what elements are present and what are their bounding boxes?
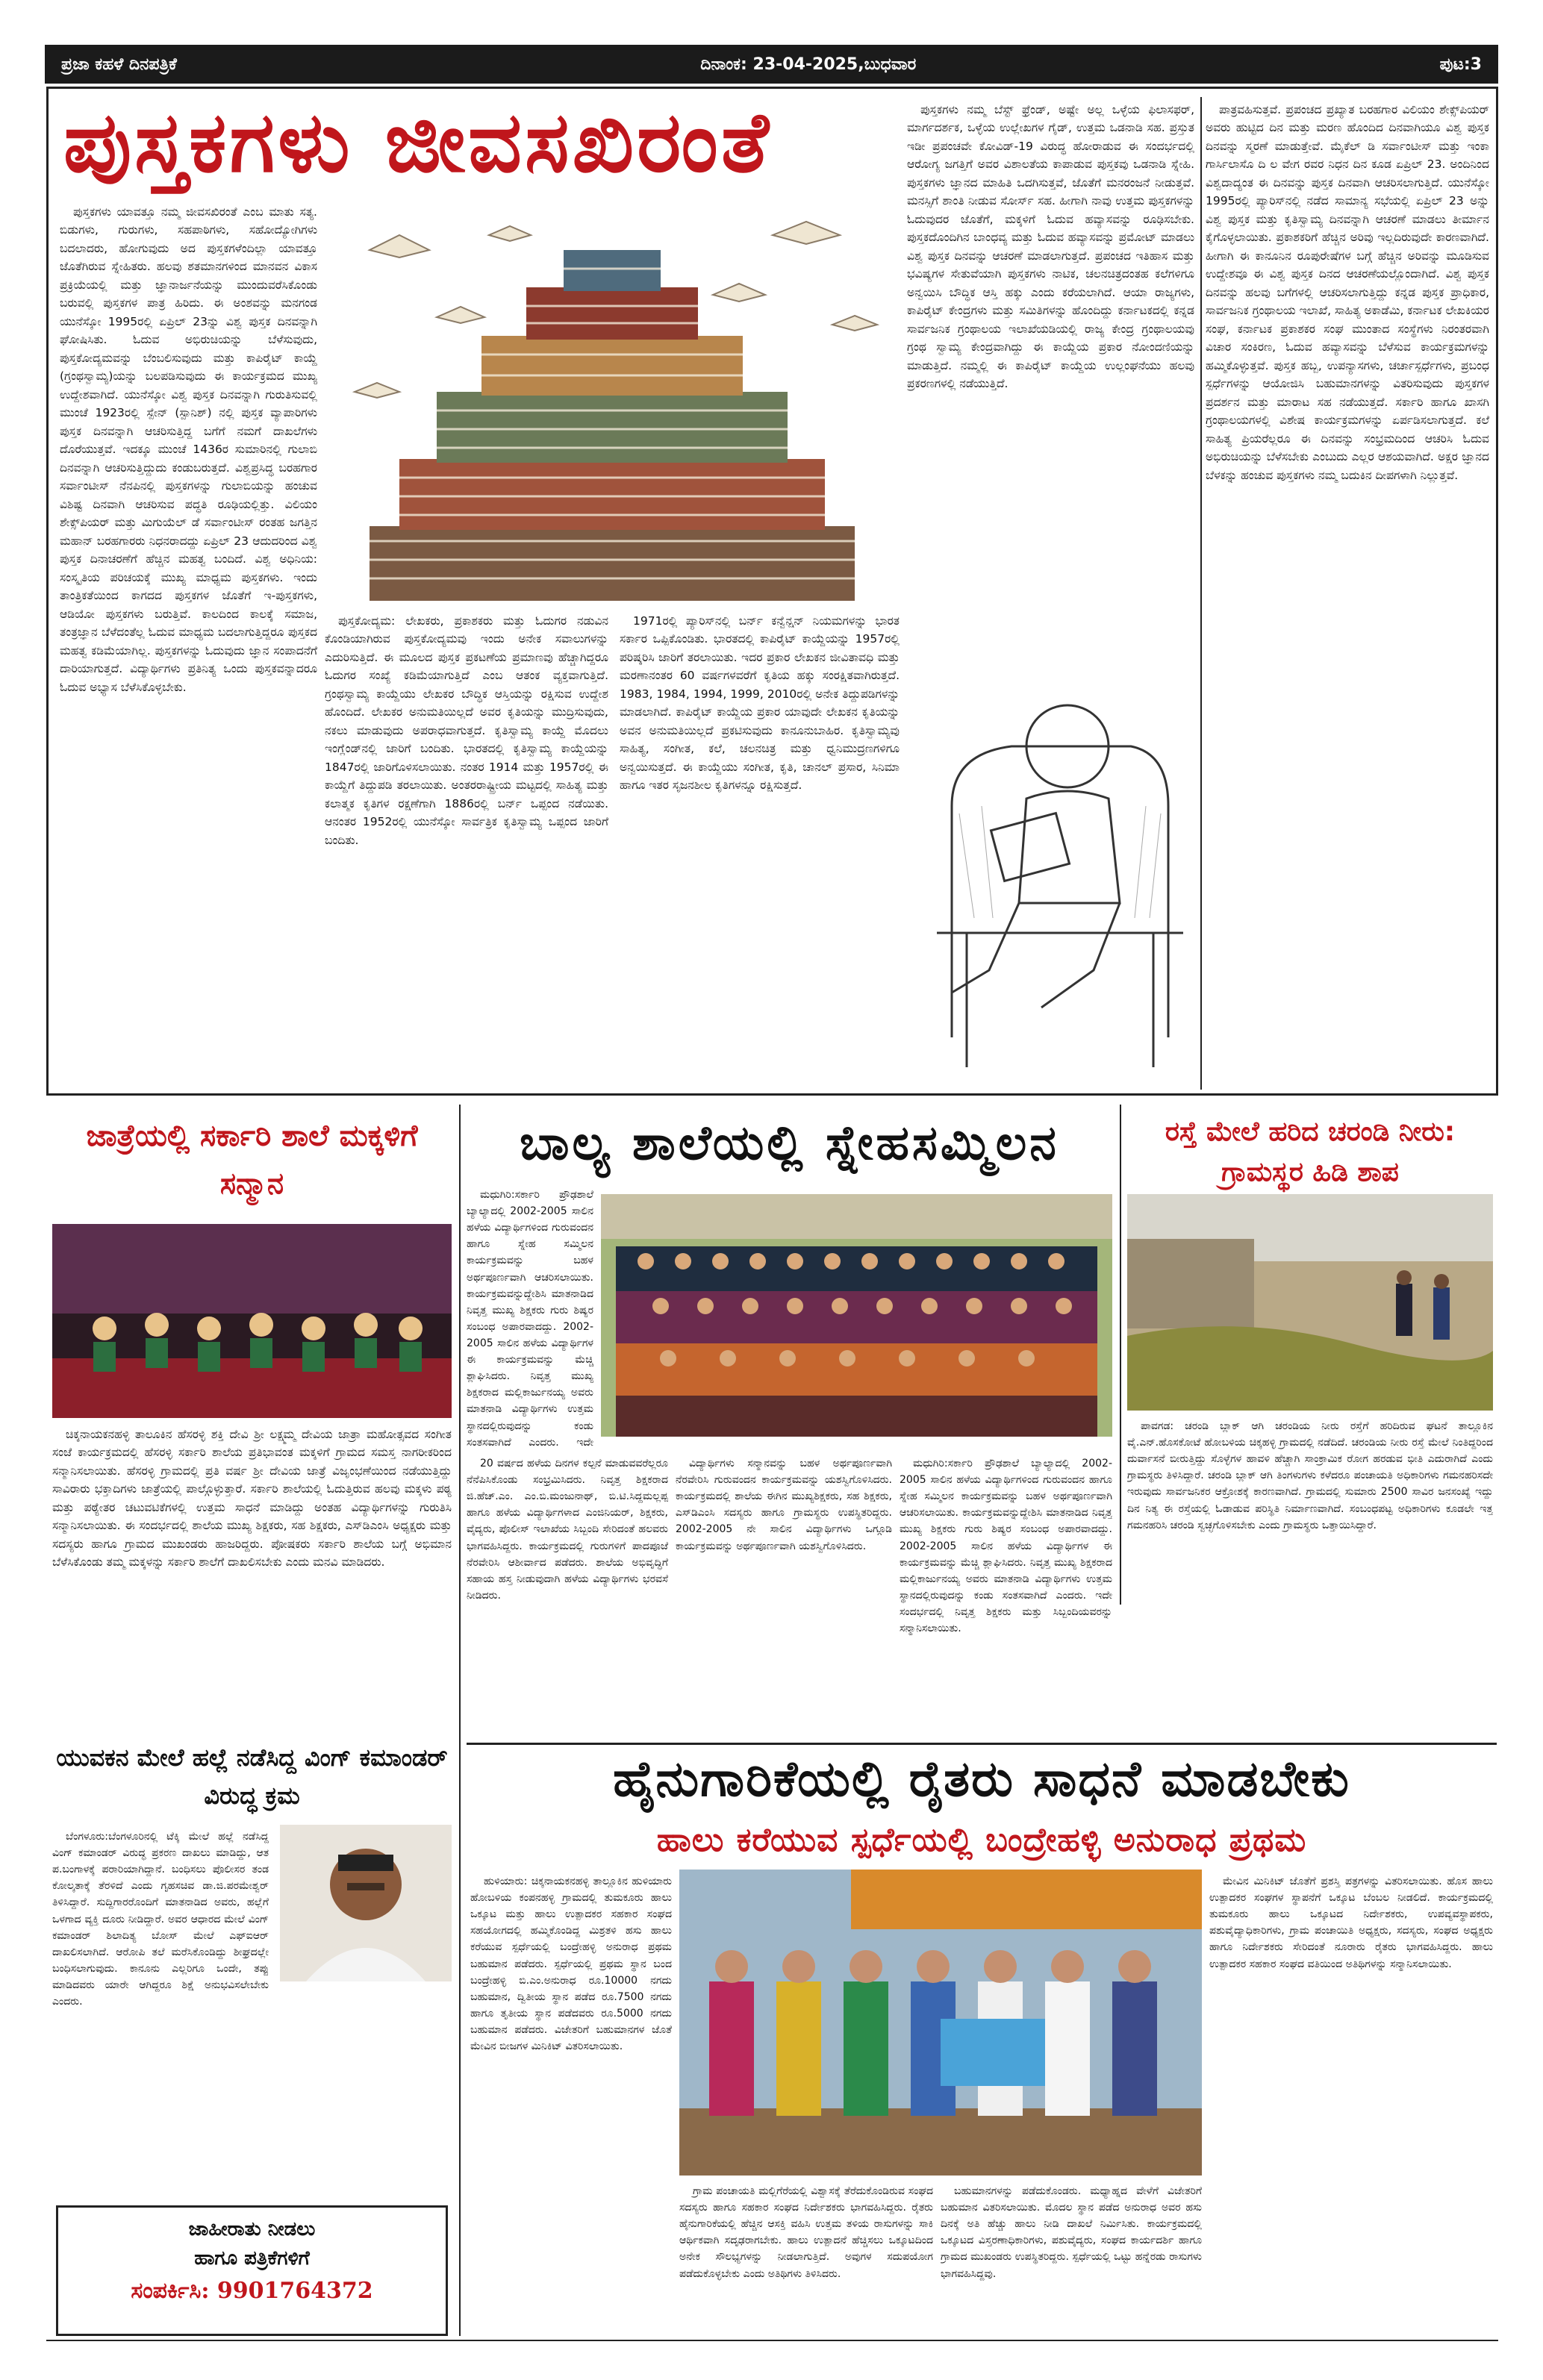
person-icon (280, 1825, 452, 1981)
story-e-column-4-text: ಮೇವಿನ ಮಿನಿಕಿಟ್ ಜೊತೆಗೆ ಪ್ರಶಸ್ತಿ ಪತ್ರಗಳನ್ನು ವಿತರಿಸಲಾಯಿತು. ಹೊಸ ಹಾಲು ಉತ್ಪಾದಕರ ಸಂಘಗಳ ಸ್ಥಾಪನೆಗೆ ಒಕ್ಕೂಟ ಬೆಂಬಲ ನೀಡಲಿದೆ. ಕಾರ್ಯಕ್ರಮದಲ್ಲಿ ತುಮಕೂರು ಹಾಲು ಒಕ್ಕೂಟದ ನಿರ್ದೇಶಕರು, ಉಪವ್ಯವಸ್ಥಾಪಕರು, ಪಶುವೈದ್ಯಾಧಿಕಾರಿಗಳು, ಗ್ರಾಮ ಪಂಚಾಯಿತಿ ಅಧ್ಯಕ್ಷರು, ಸದಸ್ಯರು, ಸಂಘದ ಅಧ್ಯಕ್ಷರು ಹಾಗೂ ನಿರ್ದೇಶಕರು ಸೇರಿದಂತೆ ನೂರಾರು ರೈತರು ಭಾಗವಹಿಸಿದ್ದರು. ಹಾಲು ಉತ್ಪಾದಕರ ಸಹಕಾರ ಸಂಘದ ವತಿಯಿಂದ ಅತಿಥಿಗಳನ್ನು ಸನ್ಮಾನಿಸಲಾಯಿತು. (1209, 1875, 1493, 1970)
story-e-headline: ಹೈನುಗಾರಿಕೆಯಲ್ಲಿ ರೈತರು ಸಾಧನೆ ಮಾಡಬೇಕು (613, 1750, 1350, 1808)
story-e-column-1-text: ಹುಳಿಯಾರು: ಚಿಕ್ಕನಾಯಕನಹಳ್ಳಿ ತಾಲ್ಲೂಕಿನ ಹುಳಿಯಾರು ಹೋಬಳಿಯ ಕಂಪನಹಳ್ಳಿ ಗ್ರಾಮದಲ್ಲಿ ತುಮಕೂರು ಹಾಲು ಒಕ್ಕೂಟ ಮತ್ತು ಹಾಲು ಉತ್ಪಾದಕರ ಸಹಕಾರ ಸಂಘದ ಸಹಯೋಗದಲ್ಲಿ ಹಮ್ಮಿಕೊಂಡಿದ್ದ ಮಿಶ್ರತಳಿ ಹಸು ಹಾಲು ಕರೆಯುವ ಸ್ಪರ್ಧೆಯಲ್ಲಿ ಬಂದ್ರೇಹಳ್ಳಿ ಅನುರಾಧ ಪ್ರಥಮ ಬಹುಮಾನ ಪಡೆದರು. ಸ್ಪರ್ಧೆಯಲ್ಲಿ ಪ್ರಥಮ ಸ್ಥಾನ ಬಂದ ಬಂದ್ರೇಹಳ್ಳಿ ಬಿ.ಎಂ.ಅನುರಾಧ ರೂ.10000 ನಗದು ಬಹುಮಾನ, ದ್ವಿತೀಯ ಸ್ಥಾನ ಪಡೆದ ರೂ.7500 ನಗದು ಹಾಗೂ ತೃತೀಯ ಸ್ಥಾನ ಪಡೆದವರು ರೂ.5000 ನಗದು ಬಹುಮಾನ ಪಡೆದರು. ವಿಜೇತರಿಗೆ ಬಹುಮಾನಗಳ ಜೊತೆ ಮೇವಿನ ಬೀಜಗಳ ಮಿನಿಕಿಟ್ ವಿತರಿಸಲಾಯಿತು. (470, 1875, 672, 2053)
story-d-body (52, 1828, 269, 2202)
feature-column-3 (620, 612, 900, 1087)
minister-portrait (280, 1825, 452, 1981)
feature-column-3-text: 1971ರಲ್ಲಿ ಪ್ಯಾರಿಸ್‌ನಲ್ಲಿ ಬರ್ನ್ ಕನ್ವೆನ್ಷನ್ ನಿಯಮಗಳನ್ನು ಭಾರತ ಸರ್ಕಾರ ಒಪ್ಪಿಕೊಂಡಿತು. ಭಾರತದಲ್ಲಿ ಕಾಪಿರೈಟ್ ಕಾಯ್ದೆಯನ್ನು 1957ರಲ್ಲಿ ಪರಿಷ್ಕರಿಸಿ ಜಾರಿಗೆ ತರಲಾಯಿತು. ಇದರ ಪ್ರಕಾರ ಲೇಖಕನ ಜೀವಿತಾವಧಿ ಮತ್ತು ಮರಣಾನಂತರ 60 ವರ್ಷಗಳವರೆಗೆ ಕೃತಿಯ ಹಕ್ಕು ಸಂರಕ್ಷಿತವಾಗಿರುತ್ತದೆ. 1983, 1984, 1994, 1999, 2010ರಲ್ಲಿ ಅನೇಕ ತಿದ್ದುಪಡಿಗಳನ್ನು ಮಾಡಲಾಗಿದೆ. ಕಾಪಿರೈಟ್ ಕಾಯ್ದೆಯ ಪ್ರಕಾರ ಯಾವುದೇ ಲೇಖಕನ ಕೃತಿಯನ್ನು ಅವನ ಅನುಮತಿಯಿಲ್ಲದೆ ಪ್ರಕಟಿಸುವುದು ಕಾನೂನುಬಾಹಿರ. ಕೃತಿಸ್ವಾಮ್ಯವು ಸಾಹಿತ್ಯ, ಸಂಗೀತ, ಕಲೆ, ಚಲನಚಿತ್ರ ಮತ್ತು ಧ್ವನಿಮುದ್ರಣಗಳಿಗೂ ಅನ್ವಯಿಸುತ್ತದೆ. ಈ ಕಾಯ್ದೆಯು ಸಂಗೀತ, ಕೃತಿ, ಚಾನಲ್ ಪ್ರಸಾರ, ಸಿನಿಮಾ ಹಾಗೂ ಇತರ ಸೃಜನಶೀಲ ಕೃತಿಗಳನ್ನೂ ರಕ್ಷಿಸುತ್ತದೆ. (620, 614, 900, 793)
dairy-photo (679, 1870, 1202, 2176)
feature-column-4-text: ಪುಸ್ತಕಗಳು ನಮ್ಮ ಬೆಸ್ಟ್ ಫ್ರೆಂಡ್, ಅಷ್ಟೇ ಅಲ್ಲ ಒಳ್ಳೆಯ ಫಿಲಾಸಫರ್, ಮಾರ್ಗದರ್ಶಕ, ಒಳ್ಳೆಯ ಉಲ್ಲೇಖಗಳ ಗೈಡ್, ಉತ್ತಮ ಒಡನಾಡಿ ಸಹ. ಪ್ರಸ್ತುತ ಇಡೀ ಪ್ರಪಂಚವೇ ಕೋವಿಡ್-19 ವಿರುದ್ಧ ಹೋರಾಡುವ ಈ ಸಂದರ್ಭದಲ್ಲಿ ಆರೋಗ್ಯ ಜಗತ್ತಿಗೆ ಅವರ ವಿಶಾಲತೆಯ ಕಾಪಾಡುವ ಪುಸ್ತಕವು ಒಡನಾಡಿ ಸ್ನೇಹಿ. ಪುಸ್ತಕಗಳು ಜ್ಞಾನದ ಮಾಹಿತಿ ಒದಗಿಸುತ್ತವೆ, ಜೊತೆಗೆ ಮನರಂಜನೆ ನೀಡುತ್ತವೆ. ಮನಸ್ಸಿಗೆ ಶಾಂತಿ ನೀಡುವ ಸೋರ್ಸ್ ಸಹ. ಹೀಗಾಗಿ ನಾವು ಉತ್ತಮ ಪುಸ್ತಕಗಳನ್ನು ಓದುವುದರ ಜೊತೆಗೆ, ಮಕ್ಕಳಿಗೆ ಓದುವ ಹವ್ಯಾಸವನ್ನು ರೂಢಿಸಬೇಕು. ಪುಸ್ತಕದೊಂದಿಗಿನ ಬಾಂಧವ್ಯ ಮತ್ತು ಓದುವ ಹವ್ಯಾಸವನ್ನು ಪ್ರಮೋಟ್ ಮಾಡಲು ವಿಶ್ವ ಪುಸ್ತಕ ದಿನವನ್ನು ಆಚರಣೆ ಮಾಡಲಾಗುತ್ತದೆ. ಪ್ರಪಂಚದ ಇತಿಹಾಸ ಮತ್ತು ಭವಿಷ್ಯಗಳ ಸೇತುವೆಯಾಗಿ ಪುಸ್ತಕಗಳು ನಾಟಿಕ, ಚಲನಚಿತ್ರದಂತಹ ಕಲೆಗಳಿಗೂ ಅನ್ವಯಿಸಿ ಬೌದ್ಧಿಕ ಆಸ್ತಿ ಹಕ್ಕು ಎಂದು ಕರೆಯಲಾಗಿದೆ. ಆಯಾ ರಾಜ್ಯಗಳು, ಕಾಪಿರೈಟ್ ಕೇಂದ್ರಗಳು ಮತ್ತು ಸಮಿತಿಗಳನ್ನು ಹೊಂದಿದ್ದು ಕರ್ನಾಟಕದಲ್ಲಿ ಕನ್ನಡ ಸಾರ್ವಜನಿಕ ಗ್ರಂಥಾಲಯ ಇಲಾಖೆಯಡಿಯಲ್ಲಿ ರಾಜ್ಯ ಕೇಂದ್ರ ಗ್ರಂಥಾಲಯವು ಗ್ರಂಥ ಸ್ವಾಮ್ಯ ಕೇಂದ್ರವಾಗಿದ್ದು ಈ ಕಾಯ್ದೆಯ ಪ್ರಕಾರ ನೋಂದಣಿಯನ್ನು ಮಾಡುತ್ತಿದೆ. ನಮ್ಮಲ್ಲಿ ಈ ಕಾಪಿರೈಟ್ ಕಾಯ್ದೆಯ ಉಲ್ಲಂಘನೆಯು ಹಲವು ಪ್ರಕರಣಗಳಲ್ಲಿ ನಡೆಯುತ್ತಿದೆ. (907, 103, 1194, 391)
reading-boy-icon (907, 619, 1194, 1090)
feature-column-5-text: ಪಾತ್ರವಹಿಸುತ್ತವೆ. ಪ್ರಪಂಚದ ಪ್ರಖ್ಯಾತ ಬರಹಗಾರ ವಿಲಿಯಂ ಶೇಕ್ಸ್‌ಪಿಯರ್ ಅವರು ಹುಟ್ಟಿದ ದಿನ ಮತ್ತು ಮರಣ ಹೊಂದಿದ ದಿನವಾಗಿಯೂ ವಿಶ್ವ ಪುಸ್ತಕ ದಿನವನ್ನು ಸ್ಮರಣೆ ಮಾಡುತ್ತೇವೆ. ಮೈಕೆಲ್ ಡಿ ಸರ್ವಾಂಟೀಸ್ ಮತ್ತು ಇಂಕಾ ಗಾರ್ಸಿಲಾಸೊ ದಿ ಲ ವೇಗ ರವರ ನಿಧನ ದಿನ ಕೂಡ ಏಪ್ರಿಲ್ 23. ಅಂದಿನಿಂದ ವಿಶ್ವದಾದ್ಯಂತ ಈ ದಿನವನ್ನು ಪುಸ್ತಕ ದಿನವಾಗಿ ಆಚರಿಸಲಾಗುತ್ತಿದೆ. ಯುನೆಸ್ಕೋ 1995ರಲ್ಲಿ ಪ್ಯಾರಿಸ್‌ನಲ್ಲಿ ನಡೆದ ಸಾಮಾನ್ಯ ಸಭೆಯಲ್ಲಿ ಏಪ್ರಿಲ್ 23 ಅನ್ನು ವಿಶ್ವ ಪುಸ್ತಕ ಮತ್ತು ಕೃತಿಸ್ವಾಮ್ಯ ದಿನವನ್ನಾಗಿ ಆಚರಣೆ ಮಾಡಲು ತೀರ್ಮಾನ ಕೈಗೊಳ್ಳಲಾಯಿತು. ಪ್ರಕಾಶಕರಿಗೆ ಹೆಚ್ಚಿನ ಅರಿವು ಇಲ್ಲದಿರುವುದೇ ಕಾರಣವಾಗಿದೆ. ಹೀಗಾಗಿ ಈ ಕಾನೂನಿನ ರೂಪುರೇಷೆಗಳ ಬಗ್ಗೆ ಹೆಚ್ಚಿನ ಅರಿವನ್ನು ಮೂಡಿಸುವ ಉದ್ದೇಶವೂ ಈ ವಿಶ್ವ ಪುಸ್ತಕ ದಿನದ ಆಚರಣೆಯಲ್ಲೊಂದಾಗಿದೆ. ವಿಶ್ವ ಪುಸ್ತಕ ದಿನವನ್ನು ಹಲವು ಬಗೆಗಳಲ್ಲಿ ಆಚರಿಸಲಾಗುತ್ತಿದ್ದು ಕನ್ನಡ ಪುಸ್ತಕ ಪ್ರಾಧಿಕಾರ, ಸಾರ್ವಜನಿಕ ಗ್ರಂಥಾಲಯ ಇಲಾಖೆ, ಸಾಹಿತ್ಯ ಅಕಾಡೆಮಿ, ಕರ್ನಾಟಕ ಲೇಖಕಿಯರ ಸಂಘ, ಕರ್ನಾಟಕ ಪ್ರಕಾಶಕರ ಸಂಘ ಮುಂತಾದ ಸಂಸ್ಥೆಗಳು ನಿರಂತರವಾಗಿ ವಿಚಾರ ಸಂಕಿರಣ, ಓದುವ ಹವ್ಯಾಸವನ್ನು ಬೆಳೆಸುವ ಕಾರ್ಯಕ್ರಮಗಳನ್ನು ಹಮ್ಮಿಕೊಳ್ಳುತ್ತವೆ. ಪುಸ್ತಕ ಹಬ್ಬ, ಉಪನ್ಯಾಸಗಳು, ಚರ್ಚಾಸ್ಪರ್ಧೆಗಳು, ಪ್ರಬಂಧ ಸ್ಪರ್ಧೆಗಳನ್ನು ಆಯೋಜಿಸಿ ಬಹುಮಾನಗಳನ್ನು ವಿತರಿಸುವುದು ಪುಸ್ತಕಗಳ ಪ್ರದರ್ಶನ ಮತ್ತು ಮಾರಾಟ ಸಹ ನಡೆಯುತ್ತದೆ. ಸರ್ಕಾರಿ ಹಾಗೂ ಖಾಸಗಿ ಗ್ರಂಥಾಲಯಗಳಲ್ಲಿ ವಿಶೇಷ ಕಾರ್ಯಕ್ರಮಗಳನ್ನು ಏರ್ಪಡಿಸಲಾಗುತ್ತದೆ. ಕಲೆ ಸಾಹಿತ್ಯ ಪ್ರಿಯರೆಲ್ಲರೂ ಈ ದಿನವನ್ನು ಸಂಭ್ರಮದಿಂದ ಆಚರಿಸಿ ಓದುವ ಅಭಿರುಚಿಯನ್ನು ಬೆಳೆಸಬೇಕು ಎಂಬುದು ಎಲ್ಲರ ಆಶಯವಾಗಿದೆ. ಅಕ್ಷರ ಜ್ಞಾನದ ಬೆಳಕನ್ನು ಹಂಚುವ ಪುಸ್ತಕಗಳು ನಮ್ಮ ಬದುಕಿನ ದೀಪಗಳಾಗಿ ನಿಲ್ಲುತ್ತವೆ. (1206, 103, 1489, 482)
students-photo (52, 1224, 452, 1418)
masthead-paper-name: ಪ್ರಜಾ ಕಹಳೆ ದಿನಪತ್ರಿಕೆ (61, 54, 177, 74)
feature-column-4 (907, 101, 1194, 616)
feature-column-5 (1206, 101, 1489, 1087)
story-a-headline: ಜಾತ್ರೆಯಲ್ಲಿ ಸರ್ಕಾರಿ ಶಾಲೆ ಮಕ್ಕಳಿಗೆ ಸನ್ಮಾನ (86, 1119, 418, 1201)
dairy-event-icon (679, 1870, 1202, 2176)
section-divider-left (459, 1105, 461, 2336)
feature-headline: ಪುಸ್ತಕಗಳು ಜೀವಸಖಿರಂತೆ (63, 93, 772, 191)
feature-column-1 (60, 203, 317, 1087)
reunion-photo (601, 1194, 1112, 1437)
feature-divider-1 (1200, 97, 1202, 1090)
story-b-column-4 (900, 1455, 1112, 1735)
story-c-body (1127, 1418, 1493, 1601)
story-a-text: ಚಿಕ್ಕನಾಯಕನಹಳ್ಳಿ ತಾಲೂಕಿನ ಹೆಸರಳ್ಳಿ ಶಕ್ತಿ ದೇವಿ ಶ್ರೀ ಲಕ್ಷ್ಮಮ್ಮ ದೇವಿಯ ಜಾತ್ರಾ ಮಹೋತ್ಸವದ ಸಂಗೀತ ಸಂಜೆ ಕಾರ್ಯಕ್ರಮದಲ್ಲಿ ಹೆಸರಳ್ಳಿ ಸರ್ಕಾರಿ ಶಾಲೆಯ ಪ್ರತಿಭಾವಂತ ಮಕ್ಕಳಿಗೆ ಗ್ರಾಮದ ಸಮಸ್ತ ನಾಗರೀಕರಿಂದ ಸನ್ಮಾನಿಸಲಾಯಿತು. ಹೆಸರಳ್ಳಿ ಗ್ರಾಮದಲ್ಲಿ ಪ್ರತಿ ವರ್ಷ ಶ್ರೀ ದೇವಿಯ ಜಾತ್ರೆ ವಿಜೃಂಭಣೆಯಿಂದ ನಡೆಯುತ್ತಿದ್ದು ಸಾವಿರಾರು ಭಕ್ತಾದಿಗಳು ಜಾತ್ರೆಯಲ್ಲಿ ಪಾಲ್ಗೊಳ್ಳುತ್ತಾರೆ. ಸರ್ಕಾರಿ ಶಾಲೆಯಲ್ಲಿ ಓದುತ್ತಿರುವ ಹಲವು ಮಕ್ಕಳು ಪಠ್ಯ ಮತ್ತು ಪಠ್ಯೇತರ ಚಟುವಟಿಕೆಗಳಲ್ಲಿ ಉತ್ತಮ ಸಾಧನೆ ಮಾಡಿದ್ದು ಅಂತಹ ವಿದ್ಯಾರ್ಥಿಗಳನ್ನು ಗುರುತಿಸಿ ಸನ್ಮಾನಿಸಲಾಯಿತು. ಈ ಸಂದರ್ಭದಲ್ಲಿ ಶಾಲೆಯ ಮುಖ್ಯ ಶಿಕ್ಷಕರು, ಸಹ ಶಿಕ್ಷಕರು, ಎಸ್‌ಡಿಎಂಸಿ ಅಧ್ಯಕ್ಷರು ಮತ್ತು ಸದಸ್ಯರು ಹಾಗೂ ಗ್ರಾಮದ ಮುಖಂಡರು ಹಾಜರಿದ್ದರು. ಪೋಷಕರು ಸರ್ಕಾರಿ ಶಾಲೆಯ ಬಗ್ಗೆ ಅಭಿಮಾನ ಬೆಳೆಸಿಕೊಂಡು ತಮ್ಮ ಮಕ್ಕಳನ್ನು ಸರ್ಕಾರಿ ಶಾಲೆಗೆ ದಾಖಲಿಸಬೇಕು ಎಂದು ಮನವಿ ಮಾಡಿದರು. (52, 1428, 452, 1570)
feature-column-1-text: ಪುಸ್ತಕಗಳು ಯಾವತ್ತೂ ನಮ್ಮ ಜೀವಸಖಿರಂತೆ ಎಂಬ ಮಾತು ಸತ್ಯ. ಬಿಡುಗಳು, ಗುರುಗಳು, ಸಹಪಾಠಿಗಳು, ಸಹೋದ್ಯೋಗಿಗಳು ಬದಲಾದರು, ಹೋಗುವುದು ಅದ ಪುಸ್ತಕಗಳೆಂದಿಲ್ಲಾ ಯಾವತ್ತೂ ಜೊತೆಗಿರುವ ಸ್ನೇಹಿತರು. ಹಲವು ಶತಮಾನಗಳಿಂದ ಮಾನವನ ವಿಕಾಸ ಪ್ರಕ್ರಿಯೆಯಲ್ಲಿ ಮತ್ತು ಜ್ಞಾನಾರ್ಜನೆಯನ್ನು ಮುಂದುವರೆಸಿಕೊಂಡು ಬರುವಲ್ಲಿ ಪುಸ್ತಕಗಳ ಪಾತ್ರ ಹಿರಿದು. ಈ ಅಂಶವನ್ನು ಮನಗಂಡ ಯುನೆಸ್ಕೋ 1995ರಲ್ಲಿ ಏಪ್ರಿಲ್ 23ನ್ನು ವಿಶ್ವ ಪುಸ್ತಕ ದಿನವನ್ನಾಗಿ ಘೋಷಿಸಿತು. ಓದುವ ಅಭಿರುಚಿಯನ್ನು ಬೆಳೆಸುವುದು, ಪುಸ್ತಕೋದ್ಯಮವನ್ನು ಬೆಂಬಲಿಸುವುದು ಮತ್ತು ಕಾಪಿರೈಟ್ ಕಾಯ್ದೆ (ಗ್ರಂಥಸ್ವಾಮ್ಯ)ಯನ್ನು ಬಲಪಡಿಸುವುದು ಈ ಕಾರ್ಯಕ್ರಮದ ಮುಖ್ಯ ಉದ್ದೇಶವಾಗಿದೆ. ಯುನೆಸ್ಕೋ ವಿಶ್ವ ಪುಸ್ತಕ ದಿನವನ್ನಾಗಿ ಗುರುತಿಸುವಲ್ಲಿ ಮುಂಚೆ 1923ರಲ್ಲಿ ಸ್ಪೇನ್ (ಸ್ಪಾನಿಶ್) ನಲ್ಲಿ ಪುಸ್ತಕ ವ್ಯಾಪಾರಿಗಳು ಪುಸ್ತಕ ದಿನವನ್ನಾಗಿ ಆಚರಿಸುತ್ತಿದ್ದ ಬಗೆಗೆ ನಮಗೆ ದಾಖಲೆಗಳು ದೊರೆಯುತ್ತವೆ. ಇದಕ್ಕೂ ಮುಂಚೆ 1436ರ ಸುಮಾರಿನಲ್ಲಿ ಗುಲಾಬಿ ದಿನವನ್ನಾಗಿ ಆಚರಿಸುತ್ತಿದ್ದುದು ಕಂಡುಬರುತ್ತದೆ. ವಿಶ್ವಪ್ರಸಿದ್ಧ ಬರಹಗಾರ ಸರ್ವಾಂಟೀಸ್ ನೆನಪಿನಲ್ಲಿ ಪುಸ್ತಕಗಳನ್ನು ಗುಲಾಬಿಯನ್ನು ಹಂಚುವ ವಿಶಿಷ್ಟ ದಿನವಾಗಿ ಆಚರಿಸುವ ಪದ್ಧತಿ ರೂಢಿಯಲ್ಲಿತ್ತು. ವಿಲಿಯಂ ಶೇಕ್ಸ್‌ಪಿಯರ್ ಮತ್ತು ಮಿಗುಯೆಲ್ ಡೆ ಸರ್ವಾಂಟೀಸ್ ರಂತಹ ಜಗತ್ತಿನ ಮಹಾನ್ ಬರಹಗಾರರು ನಿಧನರಾದದ್ದು ಏಪ್ರಿಲ್ 23 ಆದುದರಿಂದ ವಿಶ್ವ ಪುಸ್ತಕ ದಿನಾಚರಣೆಗೆ ಹೆಚ್ಚಿನ ಮಹತ್ವ ಬಂದಿದೆ. ವಿಶ್ವ ಅಧಿನಿಯ: ಸಂಸ್ಕೃತಿಯ ಪರಿಚಯಕ್ಕೆ ಮುಖ್ಯ ಮಾಧ್ಯಮ ಪುಸ್ತಕಗಳು. ಇಂದು ತಾಂತ್ರಿಕತೆಯಿಂದ ಕಾಗದದ ಪುಸ್ತಕಗಳ ಜೊತೆಗೆ ಇ-ಪುಸ್ತಕಗಳು, ಆಡಿಯೋ ಪುಸ್ತಕಗಳು ಬರುತ್ತಿವೆ. ಕಾಲದಿಂದ ಕಾಲಕ್ಕೆ ಸಮಾಜ, ತಂತ್ರಜ್ಞಾನ ಬೆಳೆದಂತೆಲ್ಲ ಓದುವ ಮಾಧ್ಯಮ ಬದಲಾಗುತ್ತಿದ್ದರೂ ಪುಸ್ತಕದ ಮಹತ್ವ ಕಡಿಮೆಯಾಗಿಲ್ಲ. ಪುಸ್ತಕಗಳನ್ನು ಓದುವುದು ಜ್ಞಾನ ಸಂಪಾದನೆಗೆ ದಾರಿಯಾಗುತ್ತದೆ. ವಿದ್ಯಾರ್ಥಿಗಳು ಪ್ರತಿನಿತ್ಯ ಒಂದು ಪುಸ್ತಕವನ್ನಾದರೂ ಓದುವ ಅಭ್ಯಾಸ ಬೆಳೆಸಿಕೊಳ್ಳಬೇಕು. (60, 205, 317, 694)
story-e-column-2 (679, 2183, 933, 2336)
story-b-column-2-text: 20 ವರ್ಷದ ಹಳೆಯ ದಿನಗಳ ಕಲ್ಪನೆ ಮಾಡುವವರೆಲ್ಲರೂ ನೆನೆಪಿಸಿಕೊಂಡು ಸಂಭ್ರಮಿಸಿದರು. ನಿವೃತ್ತ ಶಿಕ್ಷಕರಾದ ಜಿ.ಹೆಚ್.ಎಂ. ಎಂ.ಬಿ.ಮಂಜುನಾಥ್, ಬಿ.ಟಿ.ಸಿದ್ದಮಲ್ಲಪ್ಪ ಹಾಗೂ ಹಳೆಯ ವಿದ್ಯಾರ್ಥಿಗಳಾದ ಎಂಜಿನಿಯರ್, ಶಿಕ್ಷಕರು, ವೈದ್ಯರು, ಪೊಲೀಸ್ ಇಲಾಖೆಯ ಸಿಬ್ಬಂದಿ ಸೇರಿದಂತೆ ಹಲವರು ಭಾಗವಹಿಸಿದ್ದರು. ಕಾರ್ಯಕ್ರಮದಲ್ಲಿ ಗುರುಗಳಿಗೆ ಪಾದಪೂಜೆ ನೆರವೇರಿಸಿ ಆಶೀರ್ವಾದ ಪಡೆದರು. ಶಾಲೆಯ ಅಭಿವೃದ್ಧಿಗೆ ಸಹಾಯ ಹಸ್ತ ನೀಡುವುದಾಗಿ ಹಳೆಯ ವಿದ್ಯಾರ್ಥಿಗಳು ಭರವಸೆ ನೀಡಿದರು. (467, 1458, 668, 1602)
story-e-subhead: ಹಾಲು ಕರೆಯುವ ಸ್ಪರ್ಧೆಯಲ್ಲಿ ಬಂದ್ರೇಹಳ್ಳಿ ಅನುರಾಧ ಪ್ರಥಮ (656, 1821, 1307, 1859)
section-divider-right (1120, 1105, 1121, 1605)
ad-line-2: ಹಾಗೂ ಪತ್ರಿಕೆಗಳಿಗೆ (194, 2247, 310, 2270)
story-b-column-3 (676, 1455, 892, 1735)
masthead-date: ದಿನಾಂಕ: 23-04-2025,ಬುಧವಾರ (700, 54, 917, 74)
story-b-column-1 (467, 1187, 593, 1448)
story-d-headline: ಯುವಕನ ಮೇಲೆ ಹಲ್ಲೆ ನಡೆಸಿದ್ದ ವಿಂಗ್ ಕಮಾಂಡರ್ ವಿರುದ್ಧ ಕ್ರಮ (56, 1743, 448, 1811)
books-photo (325, 205, 900, 605)
students-stage-icon (52, 1224, 452, 1418)
advertisement-box (56, 2205, 448, 2336)
reader-illustration (907, 619, 1194, 1090)
story-e-column-3 (941, 2183, 1202, 2336)
story-e-column-3-text: ಬಹುಮಾನಗಳನ್ನು ಪಡೆದುಕೊಂಡರು. ಮಧ್ಯಾಹ್ನದ ವೇಳೆಗೆ ವಿಜೇತರಿಗೆ ಬಹುಮಾನ ವಿತರಿಸಲಾಯಿತು. ಮೊದಲ ಸ್ಥಾನ ಪಡೆದ ಅನುರಾಧ ಅವರ ಹಸು ದಿನಕ್ಕೆ ಅತಿ ಹೆಚ್ಚು ಹಾಲು ನೀಡಿ ದಾಖಲೆ ನಿರ್ಮಿಸಿತು. ಕಾರ್ಯಕ್ರಮದಲ್ಲಿ ಒಕ್ಕೂಟದ ವಿಸ್ತರಣಾಧಿಕಾರಿಗಳು, ಪಶುವೈದ್ಯರು, ಸಂಘದ ಕಾರ್ಯದರ್ಶಿ ಹಾಗೂ ಗ್ರಾಮದ ಮುಖಂಡರು ಉಪಸ್ಥಿತರಿದ್ದರು. ಸ್ಪರ್ಧೆಯಲ್ಲಿ ಒಟ್ಟು ಹನ್ನೆರಡು ರಾಸುಗಳು ಭಾಗವಹಿಸಿದ್ದವು. (941, 2185, 1202, 2280)
story-d-text: ಬೆಂಗಳೂರು:ಬೆಂಗಳೂರಿನಲ್ಲಿ ಟೆಕ್ಕಿ ಮೇಲೆ ಹಲ್ಲೆ ನಡೆಸಿದ್ದ ವಿಂಗ್ ಕಮಾಂಡರ್ ವಿರುದ್ಧ ಪ್ರಕರಣ ದಾಖಲು ಮಾಡಿದ್ದು, ಆತ ಪ.ಬಂಗಾಳಕ್ಕೆ ಪರಾರಿಯಾಗಿದ್ದಾನೆ. ಬಂಧಿಸಲು ಪೊಲೀಸರ ತಂಡ ಕೋಲ್ಕತಾಕ್ಕೆ ತೆರಳಿದೆ ಎಂದು ಗೃಹಸಚಿವ ಡಾ.ಜಿ.ಪರಮೇಶ್ವರ್ ತಿಳಿಸಿದ್ದಾರೆ. ಸುದ್ದಿಗಾರರೊಂದಿಗೆ ಮಾತನಾಡಿದ ಅವರು, ಹಲ್ಲೆಗೆ ಒಳಗಾದ ವ್ಯಕ್ತಿ ದೂರು ನೀಡಿದ್ದಾರೆ. ಅವರ ಆಧಾರದ ಮೇಲೆ ವಿಂಗ್ ಕಮಾಂಡರ್ ಶಿಲಾದಿತ್ಯ ಬೋಸ್ ಮೇಲೆ ಎಫ್‌ಐಆರ್ ದಾಖಲಿಸಲಾಗಿದೆ. ಆರೋಪಿ ತಲೆ ಮರೆಸಿಕೊಂಡಿದ್ದು ಶೀಘ್ರದಲ್ಲೇ ಬಂಧಿಸಲಾಗುವುದು. ಕಾನೂನು ಎಲ್ಲರಿಗೂ ಒಂದೇ, ತಪ್ಪು ಮಾಡಿದವರು ಯಾರೇ ಆಗಿದ್ದರೂ ಶಿಕ್ಷೆ ಅನುಭವಿಸಲೇಬೇಕು ಎಂದರು. (52, 1831, 269, 2008)
story-e-column-4 (1209, 1873, 1493, 2336)
story-e-column-1 (470, 1873, 672, 2336)
story-b-column-2 (467, 1455, 668, 1735)
story-b-column-1-text: ಮಧುಗಿರಿ:ಸರ್ಕಾರಿ ಪ್ರೌಢಶಾಲೆ ಬ್ಯಾಲ್ಯಾದಲ್ಲಿ 2002-2005 ಸಾಲಿನ ಹಳೆಯ ವಿದ್ಯಾರ್ಥಿಗಳಿಂದ ಗುರುವಂದನ ಹಾಗೂ ಸ್ನೇಹ ಸಮ್ಮಿಲನ ಕಾರ್ಯಕ್ರಮವನ್ನು ಬಹಳ ಅರ್ಥಪೂರ್ಣವಾಗಿ ಆಚರಿಸಲಾಯಿತು. ಕಾರ್ಯಕ್ರಮವನ್ನುದ್ದೇಶಿಸಿ ಮಾತನಾಡಿದ ನಿವೃತ್ತ ಮುಖ್ಯ ಶಿಕ್ಷಕರು ಗುರು ಶಿಷ್ಯರ ಸಂಬಂಧ ಅಪಾರವಾದದ್ದು. 2002-2005 ಸಾಲಿನ ಹಳೆಯ ವಿದ್ಯಾರ್ಥಿಗಳ ಈ ಕಾರ್ಯಕ್ರಮವನ್ನು ಮೆಚ್ಚಿ ಶ್ಲಾಘಿಸಿದರು. ನಿವೃತ್ತ ಮುಖ್ಯ ಶಿಕ್ಷಕರಾದ ಮಲ್ಲಿಕಾರ್ಜುನಯ್ಯ ಅವರು ಮಾತನಾಡಿ ವಿದ್ಯಾರ್ಥಿಗಳು ಉತ್ತಮ ಸ್ಥಾನದಲ್ಲಿರುವುದನ್ನು ಕಂಡು ಸಂತಸವಾಗಿದೆ ಎಂದರು. ಇದೇ (467, 1189, 593, 1448)
bottom-rule (46, 2340, 1498, 2341)
drain-photo (1127, 1194, 1493, 1411)
story-e-column-2-text: ಗ್ರಾಮ ಪಂಚಾಯತಿ ಮಲ್ಲಿಗೆರೆಯಲ್ಲಿ ವಿಶ್ವಾಸಕ್ಕೆ ತೆರೆದುಕೊಂಡಿರುವ ಸಂಘದ ಸದಸ್ಯರು ಹಾಗೂ ಸಹಕಾರ ಸಂಘದ ನಿರ್ದೇಶಕರು ಭಾಗವಹಿಸಿದ್ದರು. ರೈತರು ಹೈನುಗಾರಿಕೆಯಲ್ಲಿ ಹೆಚ್ಚಿನ ಆಸಕ್ತಿ ವಹಿಸಿ ಉತ್ತಮ ತಳಿಯ ರಾಸುಗಳನ್ನು ಸಾಕಿ ಆರ್ಥಿಕವಾಗಿ ಸದೃಢರಾಗಬೇಕು. ಹಾಲು ಉತ್ಪಾದನೆ ಹೆಚ್ಚಿಸಲು ಒಕ್ಕೂಟದಿಂದ ಅನೇಕ ಸೌಲಭ್ಯಗಳನ್ನು ನೀಡಲಾಗುತ್ತಿದೆ. ಅವುಗಳ ಸದುಪಯೋಗ ಪಡೆದುಕೊಳ್ಳಬೇಕು ಎಂದು ಅತಿಥಿಗಳು ತಿಳಿಸಿದರು. (679, 2185, 933, 2280)
group-photo-icon (601, 1194, 1112, 1437)
story-a-body (52, 1425, 452, 1731)
ad-line-1: ಜಾಹೀರಾತು ನೀಡಲು (188, 2218, 316, 2240)
feature-column-2 (325, 612, 608, 1087)
story-e-top-rule (467, 1743, 1497, 1745)
masthead-bar (45, 45, 1498, 84)
story-c-text: ಪಾವಗಡ: ಚರಂಡಿ ಬ್ಲಾಕ್ ಆಗಿ ಚರಂಡಿಯ ನೀರು ರಸ್ತೆಗೆ ಹರಿದಿರುವ ಘಟನೆ ತಾಲ್ಲೂಕಿನ ವೈ.ಎನ್.ಹೊಸಕೋಟೆ ಹೋಬಳಿಯ ಚಿಕ್ಕಹಳ್ಳಿ ಗ್ರಾಮದಲ್ಲಿ ನಡೆದಿದೆ. ಚರಂಡಿಯ ನೀರು ರಸ್ತೆ ಮೇಲೆ ನಿಂತಿದ್ದರಿಂದ ದುರ್ವಾಸನೆ ಬೀರುತ್ತಿದ್ದು ಸೊಳ್ಳೆಗಳ ಹಾವಳಿ ಹೆಚ್ಚಾಗಿ ಸಾಂಕ್ರಾಮಿಕ ರೋಗ ಹರಡುವ ಭೀತಿ ಎದುರಾಗಿದೆ ಎಂದು ಗ್ರಾಮಸ್ಥರು ತಿಳಿಸಿದ್ದಾರೆ. ಚರಂಡಿ ಬ್ಲಾಕ್ ಆಗಿ ತಿಂಗಳುಗಳು ಕಳೆದರೂ ಪಂಚಾಯತಿ ಅಧಿಕಾರಿಗಳು ಗಮನಹರಿಸದೇ ಇರುವುದು ಸಾರ್ವಜನಿಕರ ಆಕ್ರೋಶಕ್ಕೆ ಕಾರಣವಾಗಿದೆ. ಗ್ರಾಮದಲ್ಲಿ ಸುಮಾರು 2500 ಸಾವಿರ ಜನಸಂಖ್ಯೆ ಇದ್ದು ದಿನ ನಿತ್ಯ ಈ ರಸ್ತೆಯಲ್ಲಿ ಓಡಾಡುವ ಪರಿಸ್ಥಿತಿ ನಿರ್ಮಾಣವಾಗಿದೆ. ಸಂಬಂಧಪಟ್ಟ ಅಧಿಕಾರಿಗಳು ಕೂಡಲೇ ಇತ್ತ ಗಮನಹರಿಸಿ ಚರಂಡಿ ಸ್ವಚ್ಛಗೊಳಿಸಬೇಕು ಎಂದು ಗ್ರಾಮಸ್ಥರು ಒತ್ತಾಯಿಸಿದ್ದಾರೆ. (1127, 1420, 1493, 1531)
story-b-headline: ಬಾಲ್ಯ ಶಾಲೆಯಲ್ಲಿ ಸ್ನೇಹಸಮ್ಮಿಲನ (520, 1116, 1059, 1171)
feature-column-2-text: ಪುಸ್ತಕೋದ್ಯಮ: ಲೇಖಕರು, ಪ್ರಕಾಶಕರು ಮತ್ತು ಓದುಗರ ನಡುವಿನ ಕೊಂಡಿಯಾಗಿರುವ ಪುಸ್ತಕೋದ್ಯಮವು ಇಂದು ಅನೇಕ ಸವಾಲುಗಳನ್ನು ಎದುರಿಸುತ್ತಿದೆ. ಈ ಮೂಲದ ಪುಸ್ತಕ ಪ್ರಕಟಣೆಯ ಪ್ರಮಾಣವು ಹೆಚ್ಚಾಗಿದ್ದರೂ ಓದುಗರ ಸಂಖ್ಯೆ ಕಡಿಮೆಯಾಗುತ್ತಿದೆ ಎಂಬ ಆತಂಕ ವ್ಯಕ್ತವಾಗುತ್ತಿದೆ. ಗ್ರಂಥಸ್ವಾಮ್ಯ ಕಾಯ್ದೆಯು ಲೇಖಕರ ಬೌದ್ಧಿಕ ಆಸ್ತಿಯನ್ನು ರಕ್ಷಿಸುವ ಉದ್ದೇಶ ಹೊಂದಿದೆ. ಲೇಖಕರ ಅನುಮತಿಯಿಲ್ಲದೆ ಅವರ ಕೃತಿಯನ್ನು ಮುದ್ರಿಸುವುದು, ನಕಲು ಮಾಡುವುದು ಅಪರಾಧವಾಗುತ್ತದೆ. ಕೃತಿಸ್ವಾಮ್ಯ ಕಾಯ್ದೆ ಮೊದಲು ಇಂಗ್ಲೆಂಡ್‌ನಲ್ಲಿ ಜಾರಿಗೆ ಬಂದಿತು. ಭಾರತದಲ್ಲಿ ಕೃತಿಸ್ವಾಮ್ಯ ಕಾಯ್ದೆಯನ್ನು 1847ರಲ್ಲಿ ಜಾರಿಗೊಳಿಸಲಾಯಿತು. ನಂತರ 1914 ಮತ್ತು 1957ರಲ್ಲಿ ಈ ಕಾಯ್ದೆಗೆ ತಿದ್ದುಪಡಿ ತರಲಾಯಿತು. ಅಂತರರಾಷ್ಟ್ರೀಯ ಮಟ್ಟದಲ್ಲಿ ಸಾಹಿತ್ಯ ಮತ್ತು ಕಲಾತ್ಮಕ ಕೃತಿಗಳ ರಕ್ಷಣೆಗಾಗಿ 1886ರಲ್ಲಿ ಬರ್ನ್ ಒಪ್ಪಂದ ನಡೆಯಿತು. ಆನಂತರ 1952ರಲ್ಲಿ ಯುನೆಸ್ಕೋ ಸಾರ್ವತ್ರಿಕ ಕೃತಿಸ್ವಾಮ್ಯ ಒಪ್ಪಂದ ಜಾರಿಗೆ ಬಂದಿತು. (325, 614, 608, 847)
story-b-column-4-text: ಮಧುಗಿರಿ:ಸರ್ಕಾರಿ ಪ್ರೌಢಶಾಲೆ ಬ್ಯಾಲ್ಯಾದಲ್ಲಿ 2002-2005 ಸಾಲಿನ ಹಳೆಯ ವಿದ್ಯಾರ್ಥಿಗಳಿಂದ ಗುರುವಂದನ ಹಾಗೂ ಸ್ನೇಹ ಸಮ್ಮಿಲನ ಕಾರ್ಯಕ್ರಮವನ್ನು ಬಹಳ ಅರ್ಥಪೂರ್ಣವಾಗಿ ಆಚರಿಸಲಾಯಿತು. ಕಾರ್ಯಕ್ರಮವನ್ನುದ್ದೇಶಿಸಿ ಮಾತನಾಡಿದ ನಿವೃತ್ತ ಮುಖ್ಯ ಶಿಕ್ಷಕರು ಗುರು ಶಿಷ್ಯರ ಸಂಬಂಧ ಅಪಾರವಾದದ್ದು. 2002-2005 ಸಾಲಿನ ಹಳೆಯ ವಿದ್ಯಾರ್ಥಿಗಳ ಈ ಕಾರ್ಯಕ್ರಮವನ್ನು ಮೆಚ್ಚಿ ಶ್ಲಾಘಿಸಿದರು. ನಿವೃತ್ತ ಮುಖ್ಯ ಶಿಕ್ಷಕರಾದ ಮಲ್ಲಿಕಾರ್ಜುನಯ್ಯ ಅವರು ಮಾತನಾಡಿ ವಿದ್ಯಾರ್ಥಿಗಳು ಉತ್ತಮ ಸ್ಥಾನದಲ್ಲಿರುವುದನ್ನು ಕಂಡು ಸಂತಸವಾಗಿದೆ ಎಂದರು. ಇದೇ ಸಂದರ್ಭದಲ್ಲಿ ನಿವೃತ್ತ ಶಿಕ್ಷಕರು ಮತ್ತು ಸಿಬ್ಬಂದಿಯವರನ್ನು ಸನ್ಮಾನಿಸಲಾಯಿತು. (900, 1458, 1112, 1635)
story-b-column-3-text: ವಿದ್ಯಾರ್ಥಿಗಳು ಸನ್ಮಾನವನ್ನು ಬಹಳ ಅರ್ಥಪೂರ್ಣವಾಗಿ ನೆರವೇರಿಸಿ ಗುರುವಂದನ ಕಾರ್ಯಕ್ರಮವನ್ನು ಯಶಸ್ವಿಗೊಳಿಸಿದರು. ಕಾರ್ಯಕ್ರಮದಲ್ಲಿ ಶಾಲೆಯ ಈಗಿನ ಮುಖ್ಯಶಿಕ್ಷಕರು, ಸಹ ಶಿಕ್ಷಕರು, ಎಸ್‌ಡಿಎಂಸಿ ಸದಸ್ಯರು ಹಾಗೂ ಗ್ರಾಮಸ್ಥರು ಉಪಸ್ಥಿತರಿದ್ದರು. 2002-2005 ನೇ ಸಾಲಿನ ವಿದ್ಯಾರ್ಥಿಗಳು ಒಗ್ಗೂಡಿ ಕಾರ್ಯಕ್ರಮವನ್ನು ಅರ್ಥಪೂರ್ಣವಾಗಿ ಯಶಸ್ವಿಗೊಳಿಸಿದರು. (676, 1458, 892, 1552)
story-c-headline: ರಸ್ತೆ ಮೇಲೆ ಹರಿದ ಚರಂಡಿ ನೀರು: ಗ್ರಾಮಸ್ಥರ ಹಿಡಿ ಶಾಪ (1165, 1116, 1456, 1187)
masthead-page-number: ಪುಟ:3 (1439, 54, 1482, 74)
drain-road-icon (1127, 1194, 1493, 1411)
ad-contact: ಸಂಪರ್ಕಿಸಿ: 9901764372 (131, 2278, 373, 2304)
books-stack-icon (325, 205, 900, 605)
